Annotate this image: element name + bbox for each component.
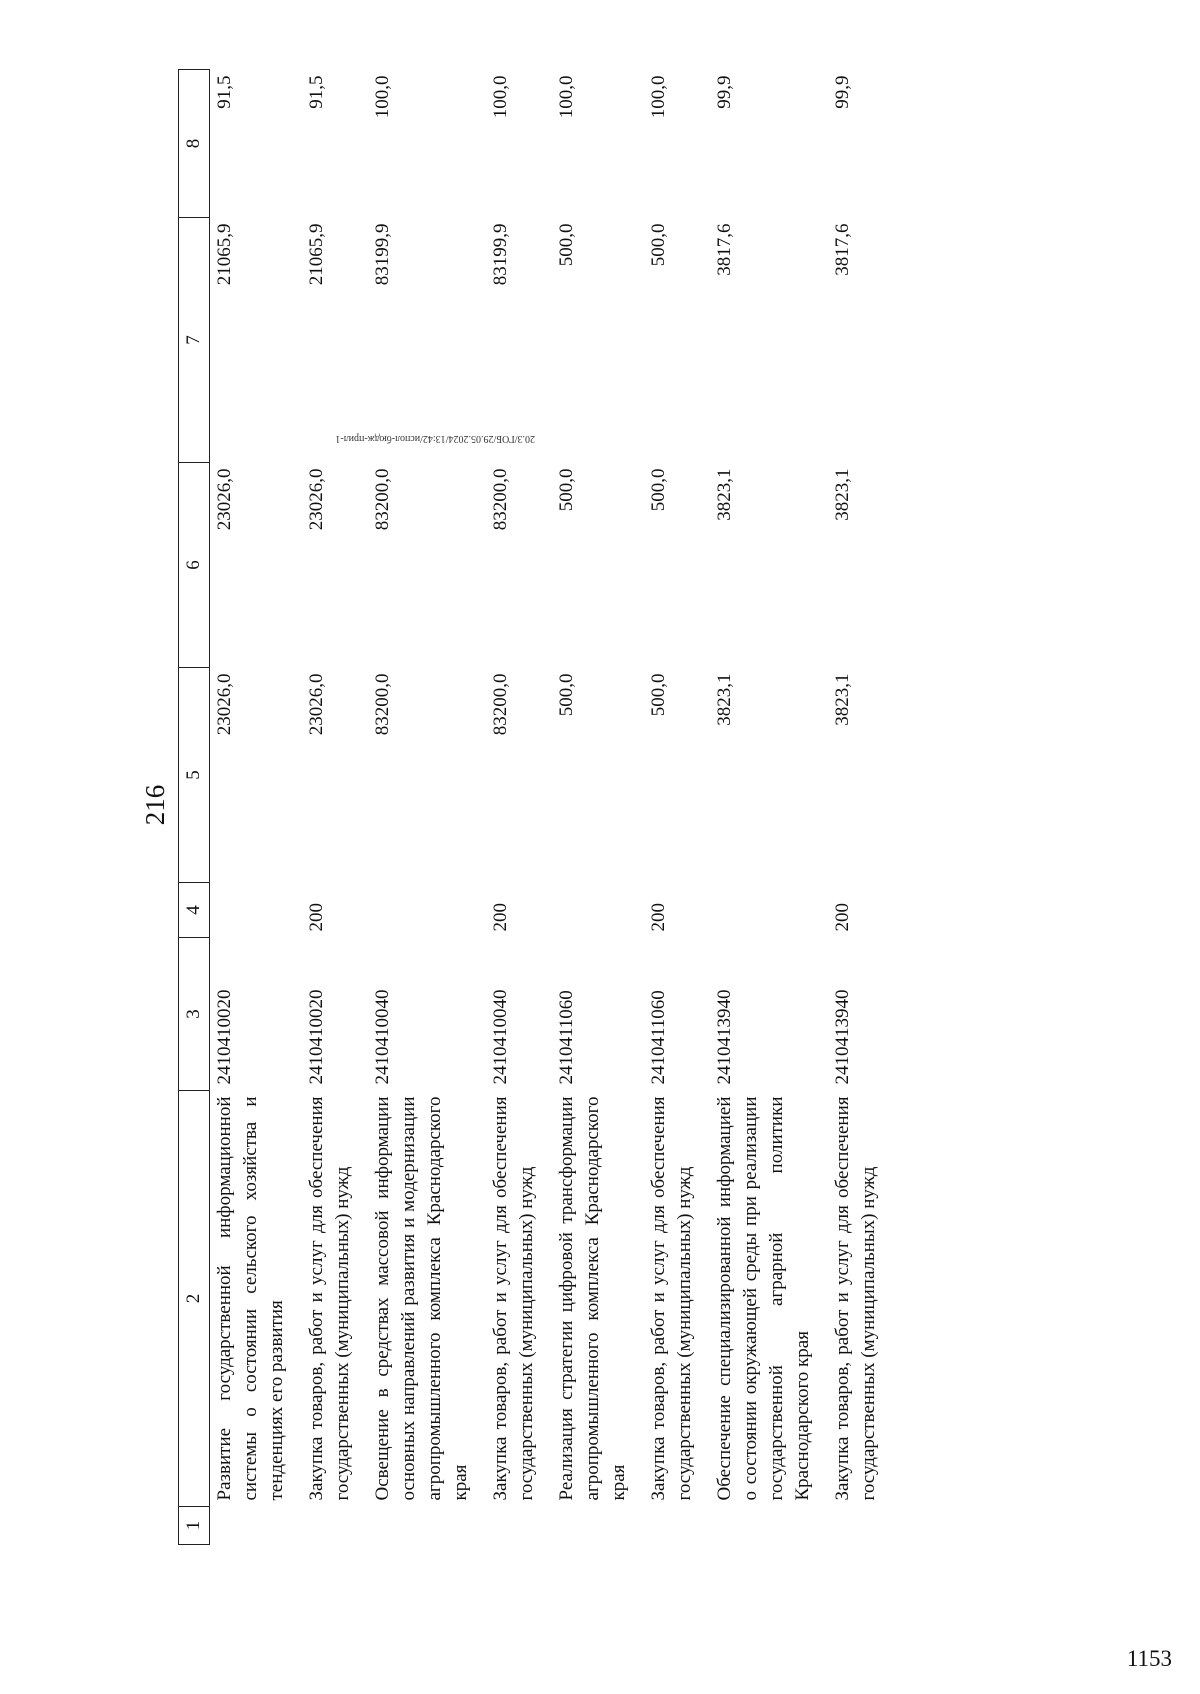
- description-cell: Закупка товаров, работ и услуг для обеспечения государственных (муниципальных) нужд: [648, 1096, 695, 1501]
- executed-amount-cell: 83199,9: [372, 223, 393, 286]
- column-header: 7: [179, 218, 210, 463]
- expense-type-cell: 200: [306, 903, 327, 932]
- column-header: 1: [179, 1507, 210, 1545]
- expense-type-cell: [552, 883, 644, 938]
- approved-amount-cell: 500,0: [648, 673, 669, 717]
- row-index-cell: [302, 1507, 368, 1545]
- table-row: [302, 70, 368, 1545]
- executed-amount-cell: 3817,6: [714, 223, 735, 276]
- budget-table: [178, 69, 894, 1545]
- expense-type-cell: [368, 883, 486, 938]
- target-code-cell: 2410411060: [648, 990, 669, 1085]
- print-stamp: 20.3/ГОБ/29.05.2024/13:42/испол-бюдж-прил-1: [335, 433, 535, 444]
- executed-amount-cell: 500,0: [648, 223, 669, 267]
- approved-amount-cell: 83200,0: [372, 673, 393, 736]
- table-row: [644, 70, 710, 1545]
- target-code-cell: 2410413940: [832, 989, 853, 1085]
- header-row: [179, 70, 210, 1545]
- target-code-cell: 2410410040: [372, 989, 393, 1085]
- row-index-cell: [210, 1507, 303, 1545]
- row-index-cell: [828, 1507, 894, 1545]
- column-header: 3: [179, 938, 210, 1091]
- execution-percent-cell: 99,9: [832, 75, 853, 109]
- approved-amount-cell: 3823,1: [832, 673, 853, 726]
- target-code-cell: 2410410020: [306, 989, 327, 1085]
- execution-percent-cell: 91,5: [306, 75, 327, 109]
- approved-amount-cell: 83200,0: [490, 673, 511, 736]
- expense-type-cell: 200: [490, 903, 511, 932]
- description-cell: Закупка товаров, работ и услуг для обеспечения государственных (муниципальных) нужд: [306, 1096, 353, 1501]
- executed-amount-cell: 21065,9: [214, 223, 235, 286]
- table-row: [828, 70, 894, 1545]
- expense-type-cell: 200: [832, 903, 853, 932]
- revised-amount-cell: 83200,0: [490, 468, 511, 531]
- row-index-cell: [710, 1507, 828, 1545]
- revised-amount-cell: 3823,1: [832, 468, 853, 521]
- execution-percent-cell: 91,5: [214, 75, 235, 109]
- executed-amount-cell: 500,0: [556, 223, 577, 267]
- row-index-cell: [552, 1507, 644, 1545]
- table-row: [368, 70, 486, 1545]
- table-row: [486, 70, 552, 1545]
- revised-amount-cell: 23026,0: [214, 468, 235, 531]
- description-cell: Закупка товаров, работ и услуг для обеспечения государственных (муниципальных) нужд: [832, 1096, 879, 1501]
- execution-percent-cell: 100,0: [556, 75, 577, 119]
- expense-type-cell: [710, 883, 828, 938]
- description-cell: Освещение в средствах массовой информации основных направлений развития и модернизации агропромышленного комплекса Краснодарского края: [372, 1096, 471, 1501]
- revised-amount-cell: 83200,0: [372, 468, 393, 531]
- target-code-cell: 2410413940: [714, 989, 735, 1085]
- executed-amount-cell: 83199,9: [490, 223, 511, 286]
- row-index-cell: [644, 1507, 710, 1545]
- revised-amount-cell: 3823,1: [714, 468, 735, 521]
- table-row: [552, 70, 644, 1545]
- row-index-cell: [486, 1507, 552, 1545]
- description-cell: Закупка товаров, работ и услуг для обеспечения государственных (муниципальных) нужд: [490, 1096, 537, 1501]
- revised-amount-cell: 500,0: [556, 468, 577, 512]
- description-cell: Обеспечение специализированной информацией о состоянии окружающей среды при реализации государственной аграрной политики Краснодарского края: [714, 1096, 813, 1501]
- approved-amount-cell: 3823,1: [714, 673, 735, 726]
- target-code-cell: 2410410040: [490, 989, 511, 1085]
- table-row: [710, 70, 828, 1545]
- column-header: 2: [179, 1091, 210, 1507]
- table-row: [210, 70, 303, 1545]
- execution-percent-cell: 100,0: [648, 75, 669, 119]
- revised-amount-cell: 23026,0: [306, 468, 327, 531]
- column-header: 5: [179, 668, 210, 883]
- column-header: 6: [179, 463, 210, 668]
- column-header: 4: [179, 883, 210, 938]
- approved-amount-cell: 23026,0: [214, 673, 235, 736]
- sheet-number: 1153: [1126, 1646, 1172, 1671]
- revised-amount-cell: 500,0: [648, 468, 669, 512]
- execution-percent-cell: 100,0: [372, 75, 393, 119]
- description-cell: Реализация стратегии цифровой трансформации агропромышленного комплекса Краснодарского края: [556, 1096, 629, 1501]
- execution-percent-cell: 99,9: [714, 75, 735, 109]
- executed-amount-cell: 3817,6: [832, 223, 853, 276]
- description-cell: Развитие государственной информационной системы о состоянии сельского хозяйства и тенденциях его развития: [214, 1096, 287, 1501]
- expense-type-cell: 200: [648, 903, 669, 932]
- page-number: 216: [140, 784, 170, 826]
- executed-amount-cell: 21065,9: [306, 223, 327, 286]
- approved-amount-cell: 23026,0: [306, 673, 327, 736]
- row-index-cell: [368, 1507, 486, 1545]
- column-header: 8: [179, 70, 210, 218]
- execution-percent-cell: 100,0: [490, 75, 511, 119]
- expense-type-cell: [210, 883, 303, 938]
- target-code-cell: 2410411060: [556, 990, 577, 1085]
- rotated-page: [140, 65, 1200, 1545]
- target-code-cell: 2410410020: [214, 989, 235, 1085]
- approved-amount-cell: 500,0: [556, 673, 577, 717]
